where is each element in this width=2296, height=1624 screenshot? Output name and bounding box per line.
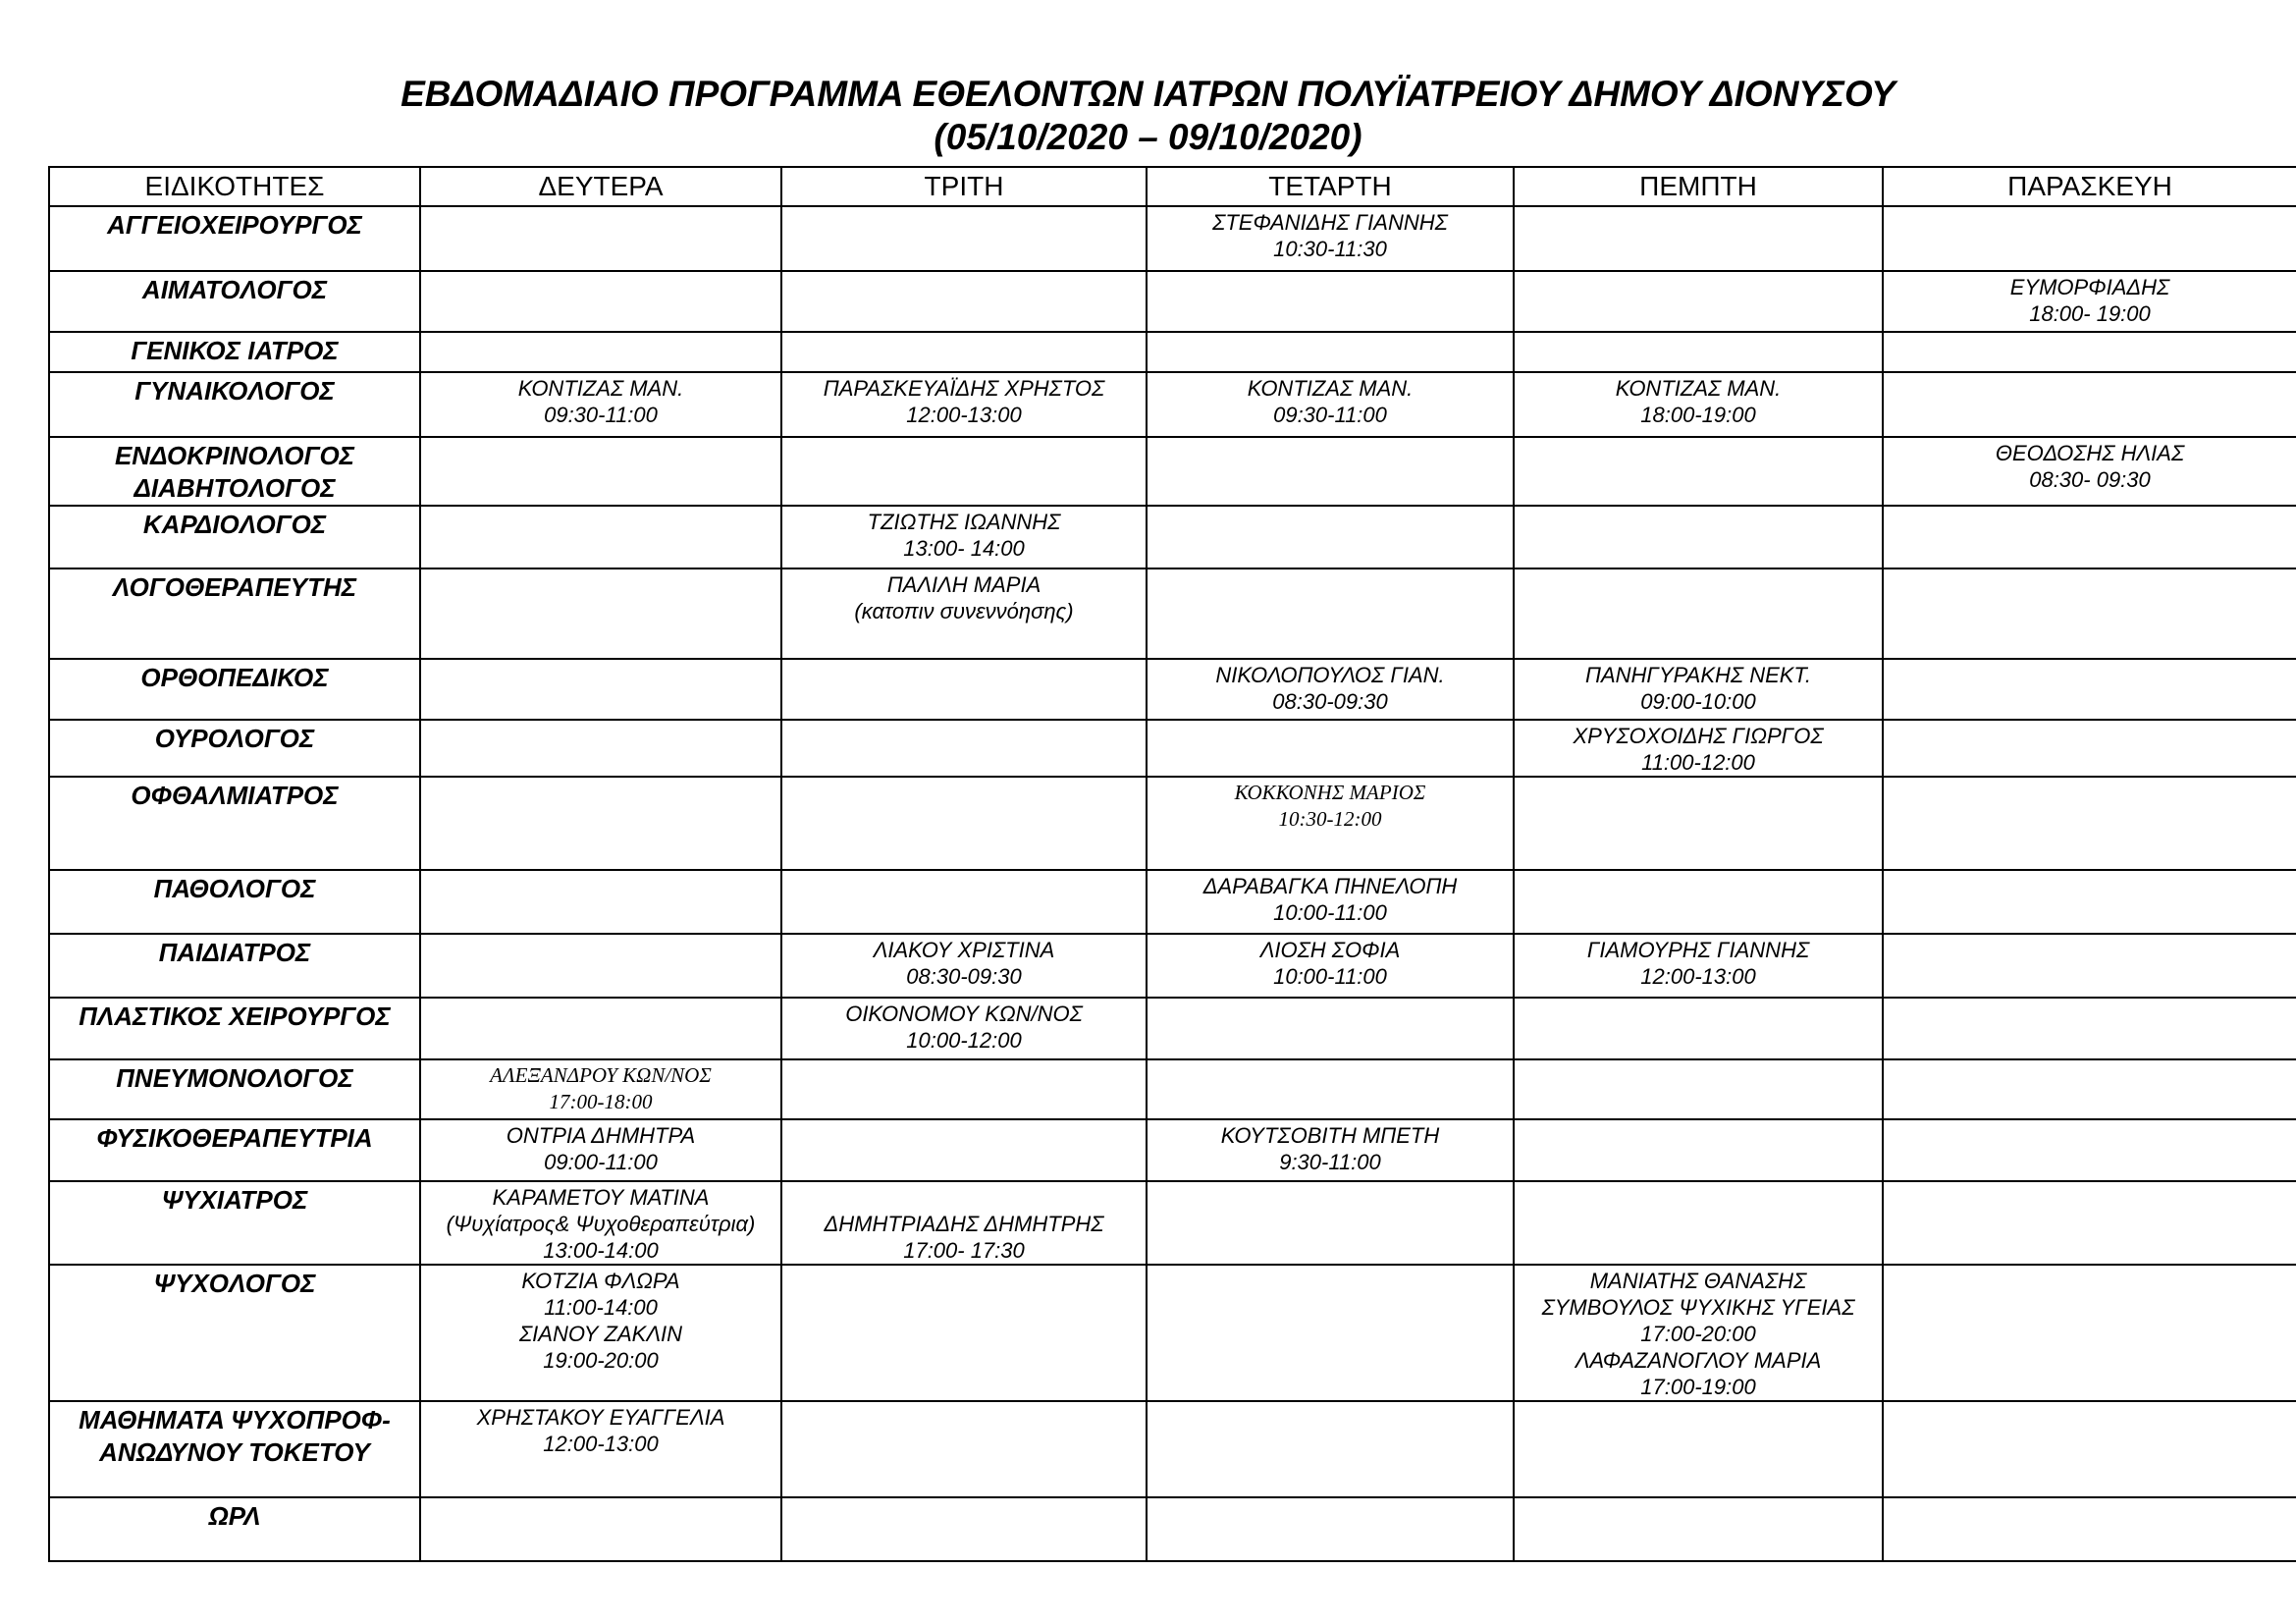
schedule-cell-thursday [1514, 998, 1883, 1059]
specialty-cell [49, 206, 420, 271]
doctor-detail: (Ψυχίατρος& Ψυχοθεραπεύτρια) [446, 1212, 756, 1236]
title-line-2: (05/10/2020 – 09/10/2020) [934, 117, 1362, 157]
table-row [49, 437, 2296, 506]
doctor-entry [782, 1184, 1146, 1211]
specialty-label: ΟΡΘΟΠΕΔΙΚΟΣ [140, 663, 329, 692]
doctor-detail: 10:00-11:00 [1273, 964, 1387, 989]
schedule-table [48, 166, 2296, 1562]
schedule-cell-friday [1883, 568, 2296, 659]
doctor-detail: 09:00-10:00 [1640, 689, 1756, 714]
schedule-cell-wednesday [1147, 777, 1514, 870]
specialty-cell [49, 568, 420, 659]
schedule-cell-tuesday [781, 332, 1147, 372]
schedule-cell-monday [420, 1401, 781, 1497]
specialty-cell [49, 1497, 420, 1561]
doctor-detail: 08:30-09:30 [1272, 689, 1388, 714]
specialty-label: ΔΙΑΒΗΤΟΛΟΓΟΣ [133, 473, 336, 503]
schedule-cell-monday [420, 206, 781, 271]
specialty-cell [49, 332, 420, 372]
schedule-cell-thursday [1514, 870, 1883, 934]
specialty-cell [49, 998, 420, 1059]
schedule-cell-tuesday [781, 271, 1147, 332]
doctor-entry: ΛΙΟΣΗ ΣΟΦΙΑ [1259, 938, 1401, 962]
schedule-cell-wednesday [1147, 206, 1514, 271]
table-row [49, 1497, 2296, 1561]
schedule-cell-wednesday [1147, 1401, 1514, 1497]
doctor-entry: ΚΟΥΤΣΟΒΙΤΗ ΜΠΕΤΗ [1220, 1123, 1440, 1148]
specialty-label: ΓΥΝΑΙΚΟΛΟΓΟΣ [134, 376, 335, 406]
specialty-label: ΜΑΘΗΜΑΤΑ ΨΥΧΟΠΡΟΦ- [79, 1405, 391, 1435]
doctor-detail: 11:00-12:00 [1641, 750, 1755, 775]
schedule-cell-wednesday [1147, 506, 1514, 568]
specialty-label: ΨΥΧΙΑΤΡΟΣ [161, 1185, 308, 1215]
doctor-entry: ΚΟΝΤΙΖΑΣ ΜΑΝ. [517, 376, 684, 401]
table-row [49, 720, 2296, 777]
schedule-cell-friday [1883, 870, 2296, 934]
specialty-cell [49, 1401, 420, 1497]
schedule-cell-thursday [1514, 568, 1883, 659]
schedule-cell-tuesday [781, 206, 1147, 271]
schedule-cell-monday [420, 777, 781, 870]
schedule-cell-monday [420, 1497, 781, 1561]
schedule-cell-thursday [1514, 206, 1883, 271]
doctor-detail: ΣΥΜΒΟΥΛΟΣ ΨΥΧΙΚΗΣ ΥΓΕΙΑΣ [1541, 1295, 1855, 1320]
schedule-cell-thursday [1514, 659, 1883, 720]
schedule-cell-wednesday [1147, 568, 1514, 659]
schedule-cell-monday [420, 1119, 781, 1181]
schedule-cell-monday [420, 1181, 781, 1265]
schedule-cell-wednesday [1147, 659, 1514, 720]
doctor-detail: 9:30-11:00 [1279, 1150, 1381, 1174]
schedule-cell-tuesday [781, 1401, 1147, 1497]
doctor-entry: ΤΖΙΩΤΗΣ ΙΩΑΝΝΗΣ [867, 510, 1061, 534]
doctor-detail: 10:00-12:00 [906, 1028, 1022, 1053]
schedule-cell-friday [1883, 998, 2296, 1059]
doctor-entry: ΑΛΕΞΑΝΔΡΟΥ ΚΩΝ/ΝΟΣ [490, 1063, 712, 1087]
doctor-detail: ΛΑΦΑΖΑΝΟΓΛΟΥ ΜΑΡΙΑ [1575, 1348, 1822, 1373]
schedule-cell-wednesday [1147, 720, 1514, 777]
schedule-cell-wednesday [1147, 1181, 1514, 1265]
page-title [0, 73, 2296, 159]
schedule-cell-monday [420, 372, 781, 437]
specialty-cell [49, 659, 420, 720]
specialty-label: ΑΝΩΔΥΝΟΥ ΤΟΚΕΤΟΥ [99, 1437, 370, 1467]
header-row [49, 167, 2296, 206]
specialty-label: ΓΕΝΙΚΟΣ ΙΑΤΡΟΣ [131, 336, 339, 365]
schedule-cell-tuesday [781, 934, 1147, 998]
specialty-label: ΑΓΓΕΙΟΧΕΙΡΟΥΡΓΟΣ [107, 210, 362, 240]
doctor-entry: ΚΟΤΖΙΑ ΦΛΩΡΑ [521, 1269, 680, 1293]
specialty-cell [49, 720, 420, 777]
schedule-cell-tuesday [781, 1181, 1147, 1265]
schedule-cell-friday [1883, 206, 2296, 271]
table-row [49, 372, 2296, 437]
table-row [49, 506, 2296, 568]
doctor-detail: 10:00-11:00 [1273, 900, 1387, 925]
doctor-detail: (κατοπιν συνεννόησης) [854, 599, 1074, 623]
schedule-cell-tuesday [781, 506, 1147, 568]
schedule-cell-thursday [1514, 777, 1883, 870]
doctor-entry: ΧΡΥΣΟΧΟΙΔΗΣ ΓΙΩΡΓΟΣ [1573, 724, 1824, 748]
schedule-cell-thursday [1514, 506, 1883, 568]
doctor-entry: ΧΡΗΣΤΑΚΟΥ ΕΥΑΓΓΕΛΙΑ [476, 1405, 725, 1430]
table-row [49, 1059, 2296, 1119]
header-tuesday: ΤΡΙΤΗ [781, 167, 1147, 206]
schedule-cell-friday [1883, 934, 2296, 998]
table-row [49, 206, 2296, 271]
schedule-cell-thursday [1514, 372, 1883, 437]
table-row [49, 1181, 2296, 1265]
schedule-cell-friday [1883, 777, 2296, 870]
schedule-cell-wednesday [1147, 1119, 1514, 1181]
table-row [49, 934, 2296, 998]
schedule-cell-friday [1883, 1119, 2296, 1181]
doctor-entry: 17:00-20:00 [1640, 1322, 1756, 1346]
doctor-detail: 12:00-13:00 [543, 1432, 659, 1456]
schedule-cell-wednesday [1147, 1265, 1514, 1401]
schedule-cell-tuesday [781, 437, 1147, 506]
schedule-cell-monday [420, 271, 781, 332]
header-specialties: ΕΙΔΙΚΟΤΗΤΕΣ [49, 167, 420, 206]
schedule-cell-tuesday [781, 998, 1147, 1059]
specialty-cell [49, 1181, 420, 1265]
specialty-cell [49, 1119, 420, 1181]
doctor-detail: 12:00-13:00 [906, 403, 1022, 427]
schedule-cell-monday [420, 1265, 781, 1401]
table-row [49, 870, 2296, 934]
schedule-cell-friday [1883, 1401, 2296, 1497]
schedule-cell-tuesday [781, 720, 1147, 777]
schedule-cell-wednesday [1147, 372, 1514, 437]
doctor-detail: 19:00-20:00 [543, 1348, 659, 1373]
doctor-entry: ΠΑΡΑΣΚΕΥΑΪΔΗΣ ΧΡΗΣΤΟΣ [823, 376, 1105, 401]
doctor-detail: 09:30-11:00 [544, 403, 658, 427]
specialty-label: ΟΥΡΟΛΟΓΟΣ [154, 724, 315, 753]
doctor-entry: ΝΙΚΟΛΟΠΟΥΛΟΣ ΓΙΑΝ. [1215, 663, 1445, 687]
doctor-entry: ΠΑΝΗΓΥΡΑΚΗΣ ΝΕΚΤ. [1585, 663, 1811, 687]
doctor-entry: ΟΙΚΟΝΟΜΟΥ ΚΩΝ/ΝΟΣ [845, 1001, 1083, 1026]
doctor-entry: 13:00-14:00 [543, 1238, 659, 1263]
schedule-cell-monday [420, 870, 781, 934]
specialty-label: ΨΥΧΟΛΟΓΟΣ [153, 1269, 316, 1298]
title-line-1: ΕΒΔΟΜΑΔΙΑΙΟ ΠΡΟΓΡΑΜΜΑ ΕΘΕΛΟΝΤΩΝ ΙΑΤΡΩΝ ΠΟΛΥΪΑΤΡΕΙΟΥ ΔΗΜΟΥ ΔΙΟΝΥΣΟΥ [400, 74, 1896, 114]
schedule-cell-tuesday [781, 1497, 1147, 1561]
doctor-entry: ΔΑΡΑΒΑΓΚΑ ΠΗΝΕΛΟΠΗ [1202, 874, 1458, 898]
table-row [49, 1265, 2296, 1401]
schedule-cell-wednesday [1147, 1497, 1514, 1561]
table-row [49, 1401, 2296, 1497]
schedule-cell-thursday [1514, 1059, 1883, 1119]
doctor-detail: 10:30-12:00 [1278, 807, 1382, 831]
schedule-cell-monday [420, 437, 781, 506]
schedule-cell-friday [1883, 1181, 2296, 1265]
specialty-label: ΟΦΘΑΛΜΙΑΤΡΟΣ [131, 781, 339, 810]
schedule-cell-monday [420, 998, 781, 1059]
schedule-cell-tuesday [781, 659, 1147, 720]
schedule-cell-tuesday [781, 777, 1147, 870]
doctor-detail: 17:00-18:00 [549, 1090, 653, 1113]
doctor-entry: ΜΑΝΙΑΤΗΣ ΘΑΝΑΣΗΣ [1589, 1269, 1807, 1293]
doctor-entry: ΣΙΑΝΟΥ ΖΑΚΛΙΝ [518, 1322, 683, 1346]
doctor-detail: 18:00- 19:00 [2029, 301, 2151, 326]
schedule-cell-thursday [1514, 1119, 1883, 1181]
doctor-entry: 17:00-19:00 [1640, 1375, 1756, 1399]
schedule-cell-friday [1883, 1265, 2296, 1401]
schedule-cell-tuesday [781, 1119, 1147, 1181]
specialty-cell [49, 1265, 420, 1401]
schedule-cell-wednesday [1147, 437, 1514, 506]
schedule-cell-friday [1883, 1059, 2296, 1119]
schedule-cell-friday [1883, 720, 2296, 777]
doctor-entry: ΟΝΤΡΙΑ ΔΗΜΗΤΡΑ [506, 1123, 696, 1148]
specialty-cell [49, 777, 420, 870]
schedule-cell-friday [1883, 506, 2296, 568]
specialty-cell [49, 934, 420, 998]
table-row [49, 777, 2296, 870]
schedule-cell-monday [420, 1059, 781, 1119]
doctor-detail: 12:00-13:00 [1640, 964, 1756, 989]
specialty-label: ΚΑΡΔΙΟΛΟΓΟΣ [142, 510, 327, 539]
specialty-label: ΑΙΜΑΤΟΛΟΓΟΣ [141, 275, 328, 304]
specialty-cell [49, 870, 420, 934]
header-wednesday: ΤΕΤΑΡΤΗ [1147, 167, 1514, 206]
schedule-cell-wednesday [1147, 1059, 1514, 1119]
schedule-cell-friday [1883, 437, 2296, 506]
doctor-entry: 17:00- 17:30 [903, 1238, 1025, 1263]
schedule-cell-monday [420, 332, 781, 372]
table-row [49, 568, 2296, 659]
table-row [49, 332, 2296, 372]
doctor-entry: ΚΑΡΑΜΕΤΟΥ ΜΑΤΙΝΑ [492, 1185, 710, 1210]
doctor-entry: ΚΟΝΤΙΖΑΣ ΜΑΝ. [1615, 376, 1782, 401]
specialty-cell [49, 437, 420, 506]
specialty-label: ΠΝΕΥΜΟΝΟΛΟΓΟΣ [116, 1063, 353, 1093]
doctor-entry: ΕΥΜΟΡΦΙΑΔΗΣ [2009, 275, 2170, 299]
doctor-entry: ΚΟΝΤΙΖΑΣ ΜΑΝ. [1247, 376, 1414, 401]
doctor-detail: 09:00-11:00 [544, 1150, 658, 1174]
schedule-cell-monday [420, 506, 781, 568]
table-row [49, 271, 2296, 332]
doctor-detail: 13:00- 14:00 [903, 536, 1025, 561]
specialty-label: ΩΡΛ [208, 1501, 261, 1531]
header-thursday: ΠΕΜΠΤΗ [1514, 167, 1883, 206]
schedule-cell-thursday [1514, 437, 1883, 506]
doctor-detail: 11:00-14:00 [544, 1295, 658, 1320]
schedule-cell-wednesday [1147, 870, 1514, 934]
schedule-cell-thursday [1514, 1401, 1883, 1497]
schedule-cell-tuesday [781, 870, 1147, 934]
schedule-cell-thursday [1514, 1265, 1883, 1401]
doctor-entry: ΛΙΑΚΟΥ ΧΡΙΣΤΙΝΑ [873, 938, 1055, 962]
schedule-cell-friday [1883, 271, 2296, 332]
doctor-detail: ΔΗΜΗΤΡΙΑΔΗΣ ΔΗΜΗΤΡΗΣ [824, 1212, 1104, 1236]
specialty-label: ΠΛΑΣΤΙΚΟΣ ΧΕΙΡΟΥΡΓΟΣ [79, 1001, 391, 1031]
specialty-label: ΛΟΓΟΘΕΡΑΠΕΥΤΗΣ [112, 572, 357, 602]
schedule-cell-thursday [1514, 271, 1883, 332]
schedule-cell-tuesday [781, 372, 1147, 437]
specialty-label: ΠΑΙΔΙΑΤΡΟΣ [158, 938, 311, 967]
schedule-cell-thursday [1514, 1497, 1883, 1561]
schedule-cell-wednesday [1147, 271, 1514, 332]
schedule-cell-friday [1883, 1497, 2296, 1561]
specialty-cell [49, 372, 420, 437]
specialty-cell [49, 1059, 420, 1119]
specialty-cell [49, 506, 420, 568]
schedule-cell-friday [1883, 332, 2296, 372]
specialty-cell [49, 271, 420, 332]
schedule-cell-friday [1883, 659, 2296, 720]
schedule-cell-monday [420, 659, 781, 720]
doctor-entry: ΣΤΕΦΑΝΙΔΗΣ ΓΙΑΝΝΗΣ [1212, 210, 1448, 235]
table-row [49, 659, 2296, 720]
doctor-detail: 10:30-11:30 [1273, 237, 1387, 261]
doctor-entry: ΘΕΟΔΟΣΗΣ ΗΛΙΑΣ [1995, 441, 2185, 465]
doctor-detail: 08:30- 09:30 [2029, 467, 2151, 492]
table-row [49, 998, 2296, 1059]
doctor-entry: ΚΟΚΚΟΝΗΣ ΜΑΡΙΟΣ [1234, 781, 1426, 804]
doctor-detail: 09:30-11:00 [1273, 403, 1387, 427]
schedule-cell-thursday [1514, 934, 1883, 998]
doctor-detail: 08:30-09:30 [906, 964, 1022, 989]
schedule-cell-monday [420, 934, 781, 998]
table-row [49, 1119, 2296, 1181]
schedule-cell-thursday [1514, 720, 1883, 777]
schedule-cell-monday [420, 720, 781, 777]
specialty-label: ΕΝΔΟΚΡΙΝΟΛΟΓΟΣ [114, 441, 355, 470]
specialty-label: ΠΑΘΟΛΟΓΟΣ [153, 874, 316, 903]
schedule-cell-friday [1883, 372, 2296, 437]
schedule-cell-wednesday [1147, 934, 1514, 998]
schedule-cell-thursday [1514, 1181, 1883, 1265]
schedule-cell-tuesday [781, 568, 1147, 659]
header-friday: ΠΑΡΑΣΚΕΥΗ [1883, 167, 2296, 206]
doctor-detail: 18:00-19:00 [1640, 403, 1756, 427]
schedule-cell-thursday [1514, 332, 1883, 372]
header-monday: ΔΕΥΤΕΡΑ [420, 167, 781, 206]
doctor-entry: ΓΙΑΜΟΥΡΗΣ ΓΙΑΝΝΗΣ [1586, 938, 1810, 962]
schedule-cell-wednesday [1147, 332, 1514, 372]
specialty-label: ΦΥΣΙΚΟΘΕΡΑΠΕΥΤΡΙΑ [96, 1123, 373, 1153]
schedule-cell-monday [420, 568, 781, 659]
schedule-cell-tuesday [781, 1059, 1147, 1119]
doctor-entry: ΠΑΛΙΛΗ ΜΑΡΙΑ [886, 572, 1041, 597]
schedule-cell-tuesday [781, 1265, 1147, 1401]
schedule-cell-wednesday [1147, 998, 1514, 1059]
